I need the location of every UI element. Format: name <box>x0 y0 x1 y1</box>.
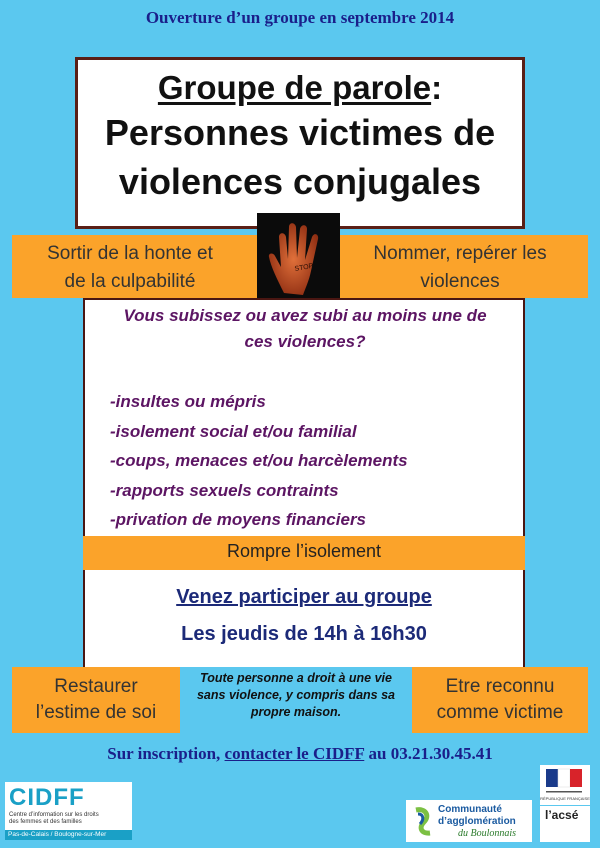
venez-heading: Venez participer au groupe <box>176 586 432 608</box>
inscription-prefix: Sur inscription, <box>107 744 225 763</box>
acse-name: l’acsé <box>545 808 579 822</box>
question-line: Vous subissez ou avez subi au moins une de <box>123 306 487 325</box>
title-main: Groupe de parole <box>157 69 432 106</box>
rf-text: RÉPUBLIQUE FRANÇAISE <box>540 796 590 801</box>
rights-line: Toute personne a droit à une vie <box>200 671 392 685</box>
title-line-3: violences conjugales <box>118 161 482 202</box>
title-box <box>75 57 525 229</box>
band-top-left-line: de la culpabilité <box>64 271 196 292</box>
list-item: -coups, menaces et/ou harcèlements <box>110 451 408 470</box>
band-bottom-right-text <box>414 674 586 726</box>
cidff-location: Pas-de-Calais / Boulogne-sur-Mer <box>5 830 132 840</box>
list-item: -privation de moyens financiers <box>110 510 367 529</box>
phone-number: au 03.21.30.45.41 <box>364 744 493 763</box>
list-item: -insultes ou mépris <box>110 392 266 411</box>
title-colon: : <box>431 69 443 106</box>
band-bottom-left-line: Restaurer <box>54 676 138 697</box>
agglo-line: Communauté <box>438 804 502 815</box>
band-bottom-left-text <box>14 674 178 726</box>
acse-logo <box>540 806 590 842</box>
republique-francaise-logo <box>540 765 590 805</box>
band-top-right-line: Nommer, repérer les <box>373 243 547 264</box>
agglo-signature: du Boulonnais <box>458 828 517 839</box>
list-item: -isolement social et/ou familial <box>110 421 357 441</box>
cidff-subtitle: Centre d’information sur les droits des femmes et des familles <box>9 812 99 825</box>
agglomeration-logo <box>406 800 532 842</box>
inscription-text <box>0 744 600 764</box>
hand-icon <box>257 213 340 298</box>
agglo-line: d’agglomération <box>438 816 516 827</box>
cidff-logo <box>5 782 132 840</box>
question-line: ces violences? <box>244 332 366 351</box>
band-top-right-text <box>350 240 570 296</box>
rights-line: sans violence, y compris dans sa <box>196 688 395 702</box>
title-line-1 <box>78 68 522 108</box>
question-text <box>85 303 525 355</box>
marianne-icon <box>540 765 590 805</box>
band-bottom-right-line: comme victime <box>436 702 564 723</box>
violence-list <box>110 387 408 535</box>
rights-line: propre maison. <box>250 705 342 719</box>
cidff-name: CIDFF <box>9 784 85 811</box>
band-bottom-right-line: Etre reconnu <box>445 676 555 697</box>
stop-text: STOP <box>294 262 314 273</box>
schedule-text: Les jeudis de 14h à 16h30 <box>181 623 427 645</box>
agglo-name <box>438 804 516 828</box>
title-line-2: Personnes victimes de <box>104 112 496 153</box>
band-top-right-line: violences <box>420 271 500 292</box>
band-top-left-line: Sortir de la honte et <box>47 243 213 264</box>
stop-hand-image <box>257 213 340 298</box>
list-item: -rapports sexuels contraints <box>110 480 339 500</box>
contact-link[interactable]: contacter le CIDFF <box>224 744 365 763</box>
rights-statement <box>180 670 412 721</box>
rompre-text: Rompre l’isolement <box>226 541 382 561</box>
band-bottom-left-line: l’estime de soi <box>35 702 157 723</box>
opening-banner: Ouverture d’un groupe en septembre 2014 <box>145 8 455 27</box>
agglo-mark-icon <box>412 806 434 836</box>
band-top-left-text <box>20 240 240 296</box>
